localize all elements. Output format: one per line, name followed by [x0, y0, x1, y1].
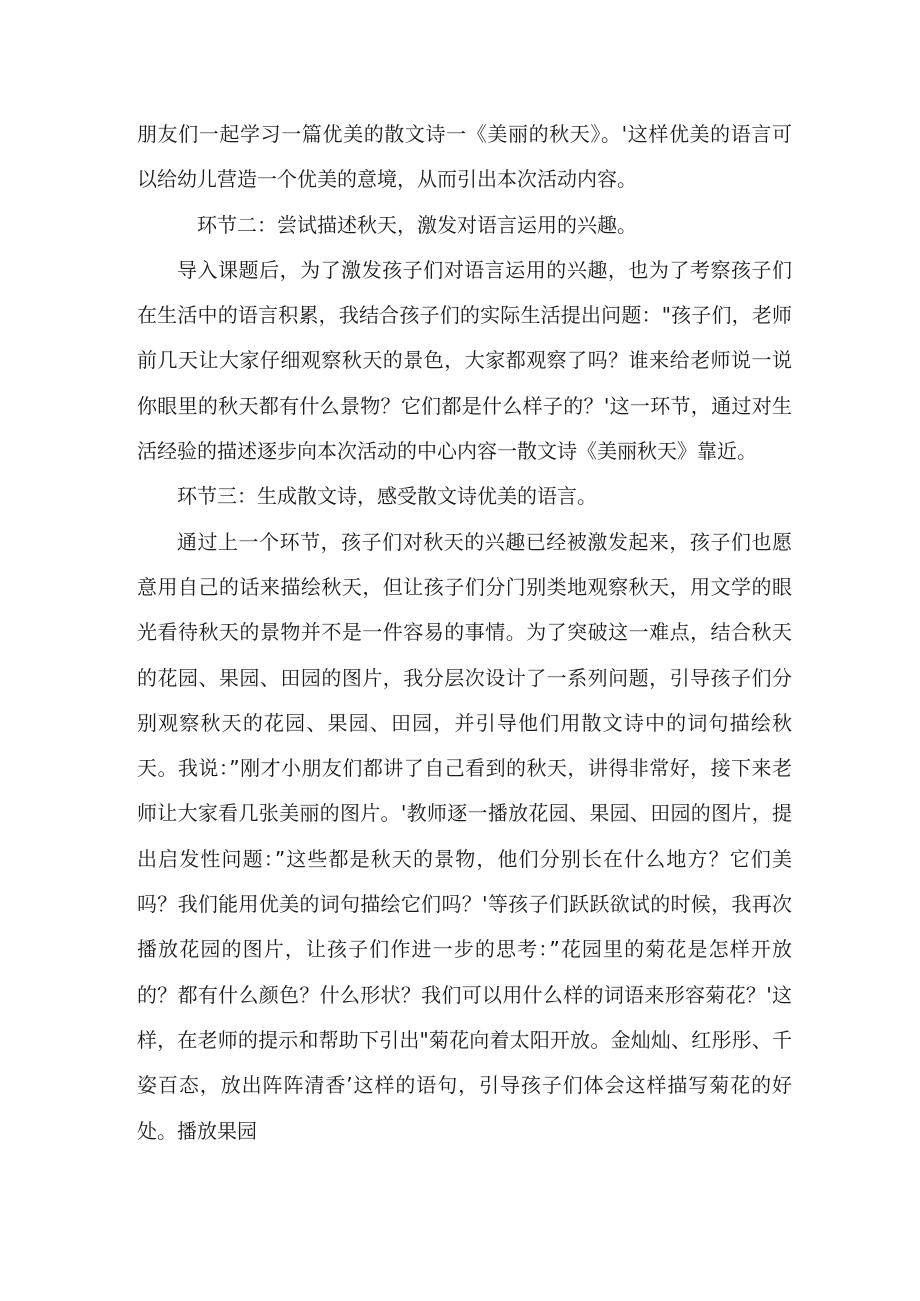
paragraph-step-two-body: 导入课题后，为了激发孩子们对语言运用的兴趣，也为了考察孩子们在生活中的语言积累，我结合孩子们的实际生活提出问题："孩子们，老师前几天让大家仔细观察秋天的景色，大家都观察了吗？谁来给老师说一说你眼里的秋天都有什么景物？它们都是什么样子的？'这一环节，通过对生活经验的描述逐步向本次活动的中心内容一散文诗《美丽秋天》靠近。 — [137, 257, 792, 464]
paragraph-continuation: 朋友们一起学习一篇优美的散文诗一《美丽的秋天》。'这样优美的语言可以给幼儿营造一个优美的意境，从而引出本次活动内容。 — [137, 122, 792, 192]
paragraph-step-three-body: 通过上一个环节，孩子们对秋天的兴趣已经被激发起来，孩子们也愿意用自己的话来描绘秋天，但让孩子们分门别类地观察秋天，用文学的眼光看待秋天的景物并不是一件容易的事情。为了突破这一难点，结合秋天的花园、果园、田园的图片，我分层次设计了一系列问题，引导孩子们分别观察秋天的花园、果园、田园，并引导他们用散文诗中的词句描绘秋天。我说：”刚才小朋友们都讲了自己看到的秋天，讲得非常好，接下来老师让大家看几张美丽的图片。'教师逐一播放花园、果园、田园的图片，提出启发性问题：”这些都是秋天的景物，他们分别长在什么地方？它们美吗？我们能用优美的词句描绘它们吗？'等孩子们跃跃欲试的时候，我再次播放花园的图片，让孩子们作进一步的思考：”花园里的菊花是怎样开放的？都有什么颜色？什么形状？我们可以用什么样的词语来形容菊花？'这样，在老师的提示和帮助下引出"菊花向着太阳开放。金灿灿、红彤彤、千姿百态，放出阵阵清香’这样的语句，引导孩子们体会这样描写菊花的好处。播放果园 — [137, 529, 792, 1143]
section-heading-step-three: 环节三：生成散文诗，感受散文诗优美的语言。 — [177, 484, 597, 509]
document-body — [137, 112, 792, 1154]
section-heading-step-two: 环节二：尝试描述秋天，激发对语言运用的兴趣。 — [197, 212, 637, 237]
